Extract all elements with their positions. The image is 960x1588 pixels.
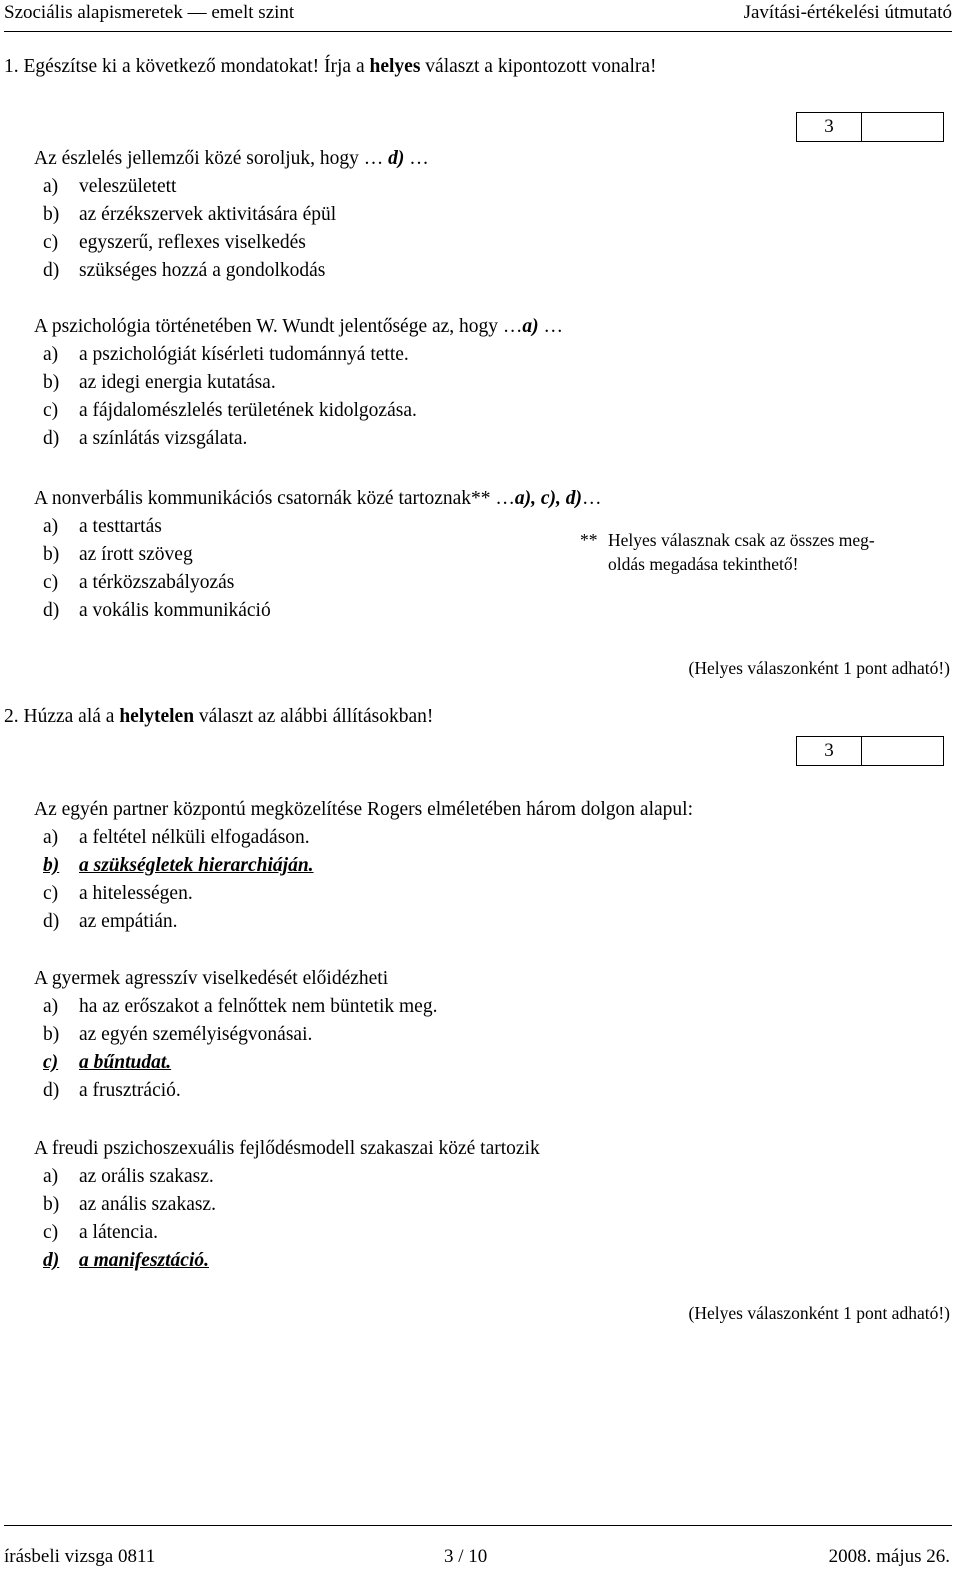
option-label: b): [43, 855, 60, 876]
task1-instruction: [4, 56, 657, 78]
task1-q2-tail: …: [538, 316, 564, 337]
footer-page-number: 3 / 10: [444, 1546, 488, 1567]
option-label: d): [43, 911, 60, 932]
task1-score-box: [796, 112, 944, 142]
task1-q3-option: [43, 600, 271, 622]
option-label: a): [43, 827, 59, 848]
option-label: c): [43, 572, 59, 593]
task1-footnote-line2: oldás megadása tekinthető!: [608, 554, 799, 574]
option-text: az empátián.: [79, 911, 178, 932]
task1-instruction-emphasis: helyes: [369, 56, 421, 77]
option-text: az érzékszervek aktivitására épül: [79, 204, 337, 225]
task1-q1-option: [43, 204, 336, 226]
option-text: szükséges hozzá a gondolkodás: [79, 260, 326, 281]
option-text: a vokális kommunikáció: [79, 600, 271, 621]
option-label: b): [43, 1194, 60, 1215]
task2-q3-option: [43, 1194, 216, 1216]
task1-q3-option: [43, 572, 234, 594]
task1-q3-stem-text: A nonverbális kommunikációs csatornák közé tartoznak** …: [34, 488, 515, 509]
header-left: Szociális alapismeretek — emelt szint: [4, 2, 295, 23]
task2-instruction-text-c: választ az alábbi állításokban!: [194, 706, 434, 727]
task1-q3-option: [43, 544, 193, 566]
option-label: c): [43, 1052, 59, 1073]
task1-q1-option: [43, 176, 176, 198]
task2-q2-incorrect-answer: [43, 1052, 171, 1074]
option-text: a feltétel nélküli elfogadáson.: [79, 827, 310, 848]
option-text: az egyén személyiségvonásai.: [79, 1024, 313, 1045]
task1-scoring-note: (Helyes válaszonként 1 pont adható!): [688, 658, 950, 678]
task2-q1-option: [43, 883, 193, 905]
option-text: az írott szöveg: [79, 544, 193, 565]
task1-q1-option: [43, 232, 306, 254]
task2-q3-option: [43, 1222, 158, 1244]
option-label: c): [43, 400, 59, 421]
option-text: ha az erőszakot a felnőttek nem büntetik meg.: [79, 996, 438, 1017]
option-label: a): [43, 996, 59, 1017]
option-label: a): [43, 176, 59, 197]
task1-instruction-text-a: 1. Egészítse ki a következő mondatokat! Írja a: [4, 56, 370, 77]
task2-q2-option: [43, 1080, 181, 1102]
option-label: c): [43, 232, 59, 253]
task1-q2-option: [43, 428, 247, 450]
task2-instruction-emphasis: helytelen: [119, 706, 195, 727]
task1-q2-option: [43, 372, 276, 394]
task1-q1-option: [43, 260, 325, 282]
option-label: b): [43, 1024, 60, 1045]
task2-awarded-points[interactable]: [862, 737, 943, 765]
option-text: a hitelességen.: [79, 883, 193, 904]
task1-q3-option: [43, 516, 162, 538]
task2-q1-option: [43, 827, 310, 849]
option-label: d): [43, 1250, 60, 1271]
option-text: a színlátás vizsgálata.: [79, 428, 248, 449]
footer-date: 2008. május 26.: [828, 1546, 950, 1567]
task2-q3-stem: A freudi pszichoszexuális fejlődésmodell szakaszai közé tartozik: [34, 1138, 540, 1159]
option-label: a): [43, 1166, 59, 1187]
task2-q1-stem: Az egyén partner központú megközelítése Rogers elméletében három dolgon alapul:: [34, 799, 693, 820]
task1-max-points: 3: [797, 113, 862, 141]
option-label: d): [43, 260, 60, 281]
task1-footnote-mark: **: [580, 530, 598, 550]
task2-q1-incorrect-answer: [43, 855, 314, 877]
task1-q2-option: [43, 344, 409, 366]
option-text: a látencia.: [79, 1222, 159, 1243]
task1-q2-stem: [34, 316, 563, 338]
option-text: a testtartás: [79, 516, 162, 537]
task1-q2-answer: a): [522, 316, 539, 337]
task1-instruction-text-c: választ a kipontozott vonalra!: [420, 56, 657, 77]
option-text: az orális szakasz.: [79, 1166, 214, 1187]
task2-score-box: [796, 736, 944, 766]
task2-q1-option: [43, 911, 178, 933]
option-label: c): [43, 883, 59, 904]
task1-q1-stem-text: Az észlelés jellemzői közé soroljuk, hogy …: [34, 148, 389, 169]
option-text: a frusztráció.: [79, 1080, 181, 1101]
task1-awarded-points[interactable]: [862, 113, 943, 141]
task1-q2-option: [43, 400, 417, 422]
task1-q3-tail: …: [582, 488, 602, 509]
option-text: az idegi energia kutatása.: [79, 372, 276, 393]
option-label: c): [43, 1222, 59, 1243]
task2-q2-option: [43, 996, 437, 1018]
option-text: a pszichológiát kísérleti tudománnyá tette.: [79, 344, 409, 365]
option-text: veleszületett: [79, 176, 177, 197]
footer-left: írásbeli vizsga 0811: [4, 1546, 156, 1567]
option-text: a szükségletek hierarchiáján.: [79, 855, 314, 876]
option-label: b): [43, 372, 60, 393]
option-text: a bűntudat.: [79, 1052, 172, 1073]
option-label: d): [43, 1080, 60, 1101]
option-label: b): [43, 544, 60, 565]
task2-scoring-note: (Helyes válaszonként 1 pont adható!): [688, 1303, 950, 1323]
task2-q3-option: [43, 1166, 214, 1188]
task1-q3-stem: [34, 488, 602, 510]
task1-q1-tail: …: [404, 148, 429, 169]
task2-instruction: [4, 706, 433, 728]
option-label: a): [43, 516, 59, 537]
option-label: b): [43, 204, 60, 225]
footer-rule: [4, 1525, 952, 1526]
option-label: d): [43, 428, 60, 449]
task2-instruction-text-a: 2. Húzza alá a: [4, 706, 120, 727]
task1-q3-answer: a), c), d): [514, 488, 583, 509]
header-right: Javítási-értékelési útmutató: [743, 2, 952, 23]
option-text: a térközszabályozás: [79, 572, 235, 593]
option-text: a manifesztáció.: [79, 1250, 209, 1271]
header-rule: [4, 31, 952, 32]
task2-q3-incorrect-answer: [43, 1250, 209, 1272]
task1-footnote-line1: Helyes válasznak csak az összes meg-: [608, 530, 875, 550]
task2-q2-stem: A gyermek agresszív viselkedését előidézheti: [34, 968, 389, 989]
option-label: a): [43, 344, 59, 365]
task1-q1-stem: [34, 148, 429, 170]
option-text: az anális szakasz.: [79, 1194, 216, 1215]
task2-max-points: 3: [797, 737, 862, 765]
option-label: d): [43, 600, 60, 621]
task1-q1-answer: d): [388, 148, 405, 169]
task2-q2-option: [43, 1024, 312, 1046]
option-text: a fájdalomészlelés területének kidolgozása.: [79, 400, 417, 421]
task1-q2-stem-text: A pszichológia történetében W. Wundt jelentősége az, hogy …: [34, 316, 523, 337]
option-text: egyszerű, reflexes viselkedés: [79, 232, 306, 253]
